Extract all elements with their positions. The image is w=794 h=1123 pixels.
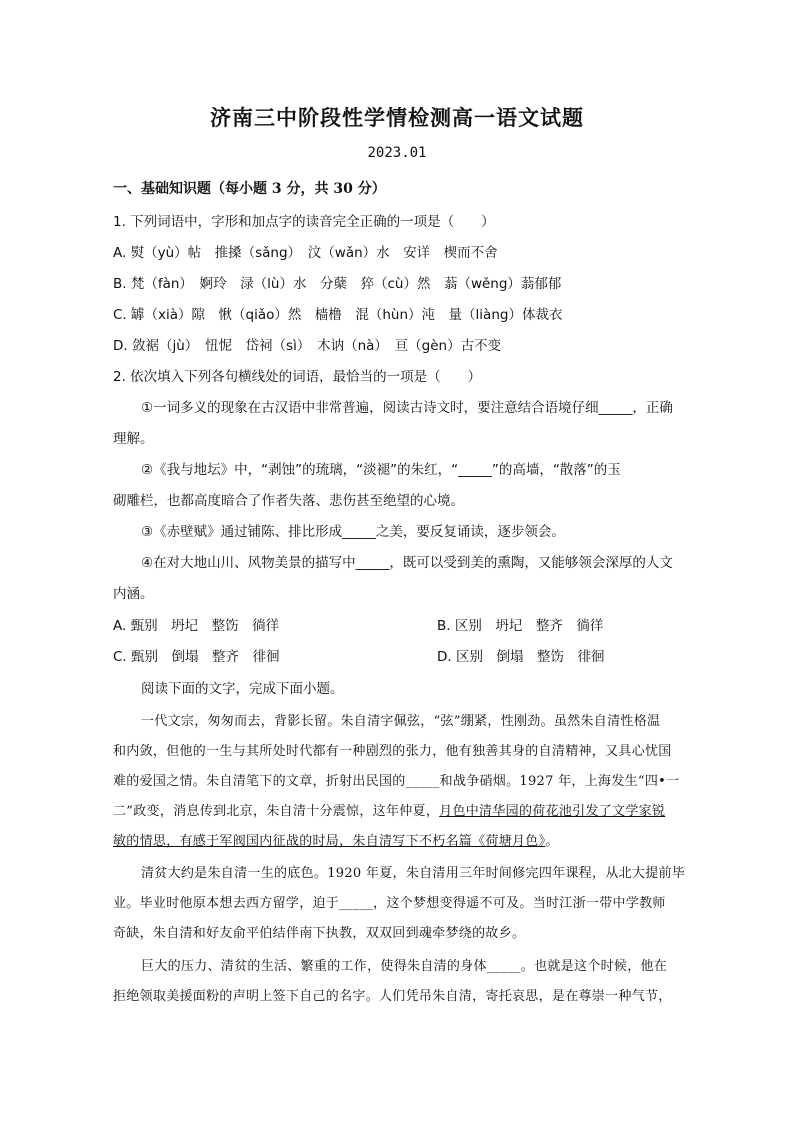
q2-sentence-4: ④在对大地山川、风物美景的描写中_____，既可以受到美的熏陶，又能够领会深厚的人文 [141, 555, 673, 571]
passage-line [113, 800, 665, 819]
q2-option-b: B. 区别 坍圮 整齐 徜徉 [437, 618, 604, 634]
passage-line [113, 830, 559, 849]
passage-line: 巨大的压力、清贫的生活、繁重的工作，使得朱自清的身体_____。也就是这个时候，他在 [141, 959, 668, 974]
q2-option-a: A. 甄别 坍圮 整饬 徜徉 [113, 618, 280, 634]
q1-option-a: A. 熨（yù）帖 推搡（sǎng） 汶（wǎn）水 安详 楔而不舍 [113, 245, 498, 261]
passage-line: 难的爱国之情。朱自清笔下的文章，折射出民国的_____和战争硝烟。1927 年，上海发生“四•一 [113, 774, 680, 789]
question-1-stem: 1. 下列词语中，字形和加点字的读音完全正确的一项是（ ） [113, 214, 495, 230]
passage-line: 一代文宗，匆匆而去，背影长留。朱自清字佩弦，“弦”绷紧，性刚劲。虽然朱自清性格温 [141, 714, 661, 729]
q2-sentence-1-cont: 理解。 [113, 431, 154, 447]
q2-sentence-4-cont: 内涵。 [113, 586, 154, 602]
q2-sentence-3: ③《赤壁赋》通过铺陈、排比形成_____之美，要反复诵读，逐步领会。 [141, 524, 565, 540]
passage-line: 拒绝领取美援面粉的声明上签下自己的名字。人们凭吊朱自清，寄托哀思，是在尊崇一种气节， [113, 989, 672, 1004]
q1-option-d: D. 敛裾（jù） 忸怩 岱祠（sì） 木讷（nà） 亘（gèn）古不变 [113, 338, 502, 354]
section-heading: 一、基础知识题（每小题 3 分，共 30 分） [113, 181, 386, 197]
passage-line: 奇缺，朱自清和好友俞平伯结伴南下执教，双双回到魂牵梦绕的故乡。 [113, 926, 526, 941]
underlined-sentence: 敏的情思，有感于军阀国内征战的时局，朱自清写下不朽名篇《荷塘月色》 [113, 834, 546, 849]
passage-line: 清贫大约是朱自清一生的底色。1920 年夏，朱自清用三年时间修完四年课程，从北大提前毕 [141, 866, 686, 881]
passage-text: 二”政变，消息传到北京，朱自清十分震惊，这年仲夏， [113, 804, 440, 819]
exam-title: 济南三中阶段性学情检测高一语文试题 [210, 105, 584, 130]
q1-option-c: C. 罅（xià）隙 愀（qiǎo）然 樯橹 混（hùn）沌 量（liàng）体裁衣 [113, 307, 563, 323]
q1-option-b: B. 梵（fàn） 婀玲 渌（lù）水 分蘖 猝（cù）然 蓊（wěng）蓊郁郁 [113, 276, 562, 292]
q2-sentence-2: ②《我与地坛》中，“剥蚀”的琉璃，“淡褪”的朱红，“_____”的高墙，“散落”的玉 [141, 462, 621, 478]
underlined-sentence: 月色中清华园的荷花池引发了文学家锐 [439, 804, 666, 819]
question-2-stem: 2. 依次填入下列各句横线处的词语，最恰当的一项是（ ） [113, 369, 482, 385]
passage-text: 。 [545, 834, 559, 849]
passage-line: 和内敛，但他的一生与其所处时代都有一种剧烈的张力，他有独善其身的自清精神，又具心忧国 [113, 744, 672, 759]
q2-option-c: C. 甄别 倒塌 整齐 徘徊 [113, 649, 280, 665]
q2-sentence-1: ①一词多义的现象在古汉语中非常普遍，阅读古诗文时，要注意结合语境仔细_____，正确 [141, 400, 673, 416]
exam-date: 2023.01 [367, 145, 427, 161]
passage-line: 业。毕业时他原本想去西方留学，迫于_____，这个梦想变得遥不可及。当时江浙一带中学教师 [113, 896, 666, 911]
q2-option-d: D. 区别 倒塌 整饬 徘徊 [437, 649, 605, 665]
reading-prompt: 阅读下面的文字，完成下面小题。 [141, 681, 344, 697]
q2-sentence-2-cont: 砌雕栏，也都高度暗合了作者失落、悲伤甚至绝望的心境。 [113, 493, 464, 509]
